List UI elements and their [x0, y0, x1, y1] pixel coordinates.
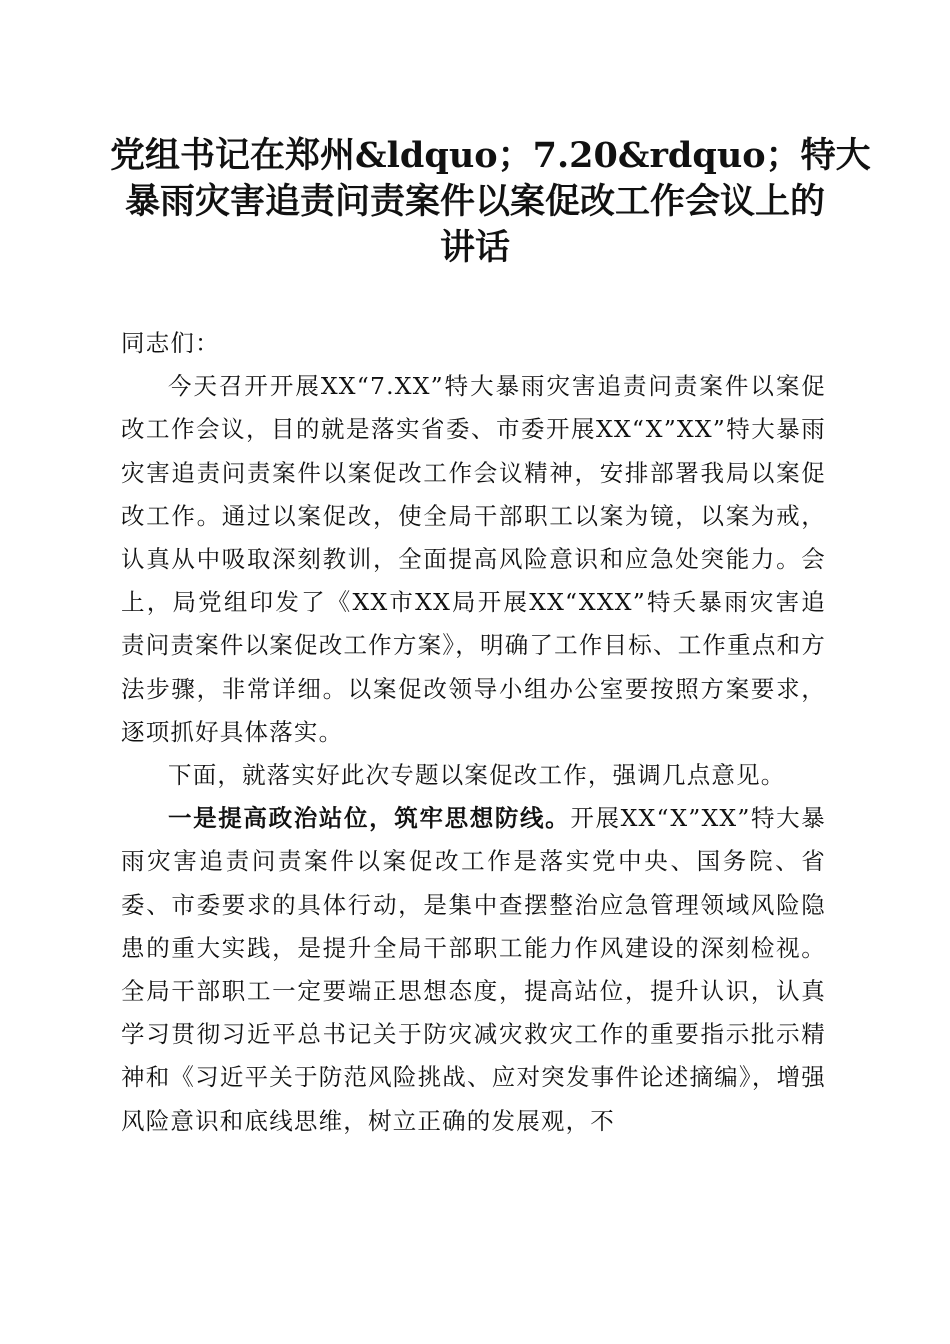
paragraph-2: 下面，就落实好此次专题以案促改工作，强调几点意见。	[168, 761, 786, 790]
paragraph-1: 今天召开开展XX“7.XX”特大暴雨灾害追责问责案件以案促改工作会议，目的就是落实省委、市委开展XX“X”XX”特大暴雨灾害追责问责案件以案促改工作会议精神，安排部署我局以案促改工作。通过以案促改，使全局干部职工以案为镜，以案为戒，认真从中吸取深刻教训，全面提高风险意识和应急处突能力。会上，局党组印发了《XX市XX局开展XX“XXX”特夭暴雨灾害追责问责案件以案促改工作方案》，明确了工作目标、工作重点和方法步骤，非常详细。以案促改领导小组办公室要按照方案要求，逐项抓好具体落实。	[121, 372, 826, 746]
paragraph-3-lead: 一是提高政治站位，筑牢思想防线。	[168, 804, 571, 833]
document-title	[110, 133, 871, 271]
paragraph-3-text: 开展XX“X”XX”特大暴雨灾害追责问责案件以案促改工作是落实党中央、国务院、省委、市委要求的具体行动，是集中查摆整治应急管理领域风险隐患的重大实践，是提升全局干部职工能力作风建设的深刻检视。全局干部职工一定要端正思想态度，提高站位，提升认识，认真学习贯彻习近平总书记关于防灾减灾救灾工作的重要指示批示精神和《习近平关于防范风险挑战、应对突发事件论述摘编》，增强风险意识和底线思维，树立正确的发展观，不	[121, 804, 826, 1135]
salutation: 同志们：	[121, 329, 220, 357]
paragraph-3	[121, 797, 826, 1143]
title-line-3: 讲话	[439, 227, 510, 268]
document-body	[121, 322, 826, 1143]
title-line-2: 暴雨灾害追责问责案件以案促改工作会议上的	[124, 181, 825, 222]
title-line-1: 党组书记在郑州&ldquo；7.20&rdquo；特大	[110, 135, 871, 176]
